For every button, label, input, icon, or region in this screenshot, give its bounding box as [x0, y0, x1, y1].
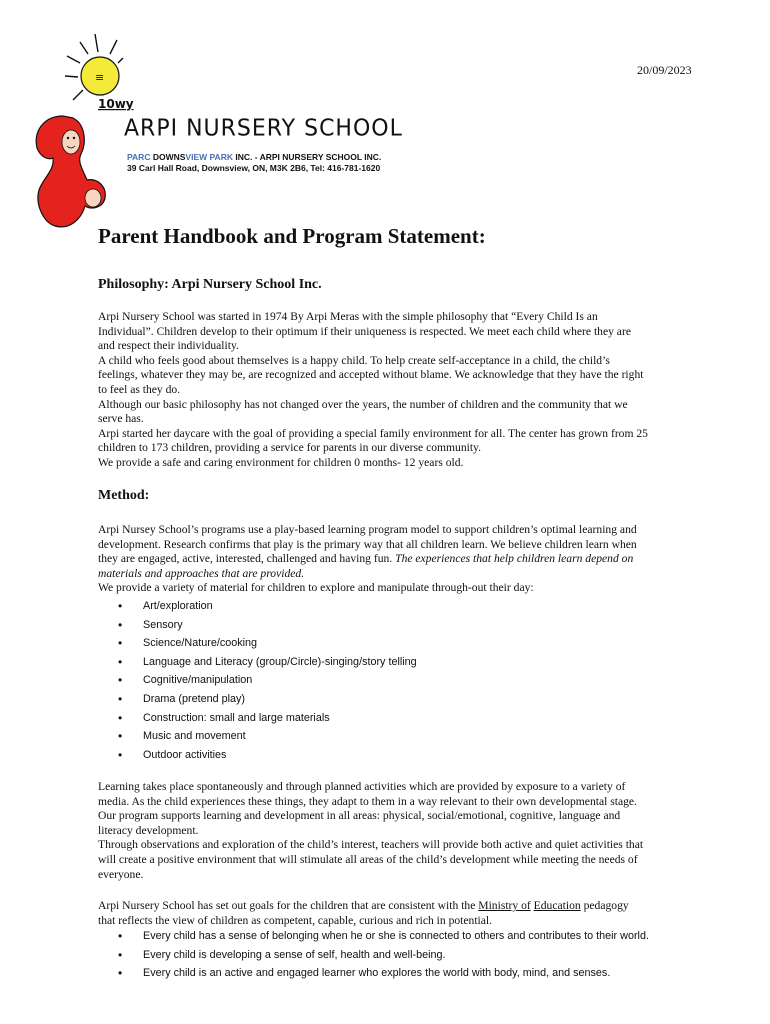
list-item: • Sensory	[98, 616, 417, 635]
svg-text:≡: ≡	[95, 71, 105, 84]
method-body: Arpi Nursey School’s programs use a play-based learning program model to support children’s optimal learning and development. Research confirms that play is the primary way that all children learn. We believe children learn when they are engaged, active, interested, challenged and having fun. The experiences that help children learn depend on materials and approaches that are provided. We provide a variety of material for children to explore and manipulate through-out their day:	[98, 523, 637, 595]
organization-line: PARC DOWNSVIEW PARK INC. - ARPI NURSERY SCHOOL INC.	[127, 152, 382, 162]
learning-body: Learning takes place spontaneously and through planned activities which are provided by exposure to a variety of media. As the child experiences these things, they adapt to them in a way relevant to their own developmental stage. Our program supports learning and development in all areas: physical, social/emotional, cognitive, language and literacy development. Through observations and exploration of the child’s interest, teachers will provide both active and quiet activities that will create a positive environment that will stimulate all areas of the child’s development while meeting the needs of everyone.	[98, 780, 644, 881]
list-item: • Art/exploration	[98, 597, 417, 616]
philosophy-heading: Philosophy: Arpi Nursery School Inc.	[98, 277, 322, 292]
goals-list	[98, 927, 649, 983]
education-link: Education	[533, 899, 581, 912]
list-item: • Outdoor activities	[98, 746, 417, 765]
school-logo	[25, 30, 134, 240]
method-heading: Method:	[98, 488, 150, 503]
list-item: • Science/Nature/cooking	[98, 634, 417, 653]
philosophy-body: Arpi Nursery School was started in 1974 By Arpi Meras with the simple philosophy that “Every Child Is an Individual”. Children develop to their optimum if their uniqueness is respected. We meet each child where they are and respect their individuality. A child who feels good about themselves is a happy child. To help create self-acceptance in a child, the child’s feelings, whatever they may be, are recognized and accepted without blame. We acknowledge that they have the right to feel as they do. Although our basic philosophy has not changed over the years, the number of children and the community that we serve has. Arpi started her daycare with the goal of providing a special family environment for all. The center has grown from 25 children to 173 children, providing a service for parents in our diverse community. We provide a safe and caring environment for children 0 months- 12 years old.	[98, 310, 648, 469]
list-item: • Drama (pretend play)	[98, 690, 417, 709]
list-item: • Every child is an active and engaged learner who explores the world with body, mind, and senses.	[98, 964, 649, 983]
activities-list	[98, 597, 417, 764]
list-item: • Cognitive/manipulation	[98, 671, 417, 690]
list-item: • Every child has a sense of belonging when he or she is connected to others and contributes to their world.	[98, 927, 649, 946]
school-name: ARPI NURSERY SCHOOL	[124, 115, 403, 142]
list-item: • Construction: small and large materials	[98, 709, 417, 728]
document-title: Parent Handbook and Program Statement:	[98, 224, 486, 248]
list-item: • Language and Literacy (group/Circle)-singing/story telling	[98, 653, 417, 672]
ministry-link: Ministry of	[478, 899, 531, 912]
logo-badge-text: 10wy	[98, 97, 134, 111]
goals-body: Arpi Nursery School has set out goals for the children that are consistent with the Ministry of Education pedagogy that reflects the view of children as competent, capable, curious and rich in potential.	[98, 899, 629, 927]
school-address: 39 Carl Hall Road, Downsview, ON, M3K 2B6, Tel: 416-781-1620	[127, 163, 381, 173]
list-item: • Every child is developing a sense of self, health and well-being.	[98, 946, 649, 965]
list-item: • Music and movement	[98, 727, 417, 746]
document-date: 20/09/2023	[637, 63, 692, 77]
